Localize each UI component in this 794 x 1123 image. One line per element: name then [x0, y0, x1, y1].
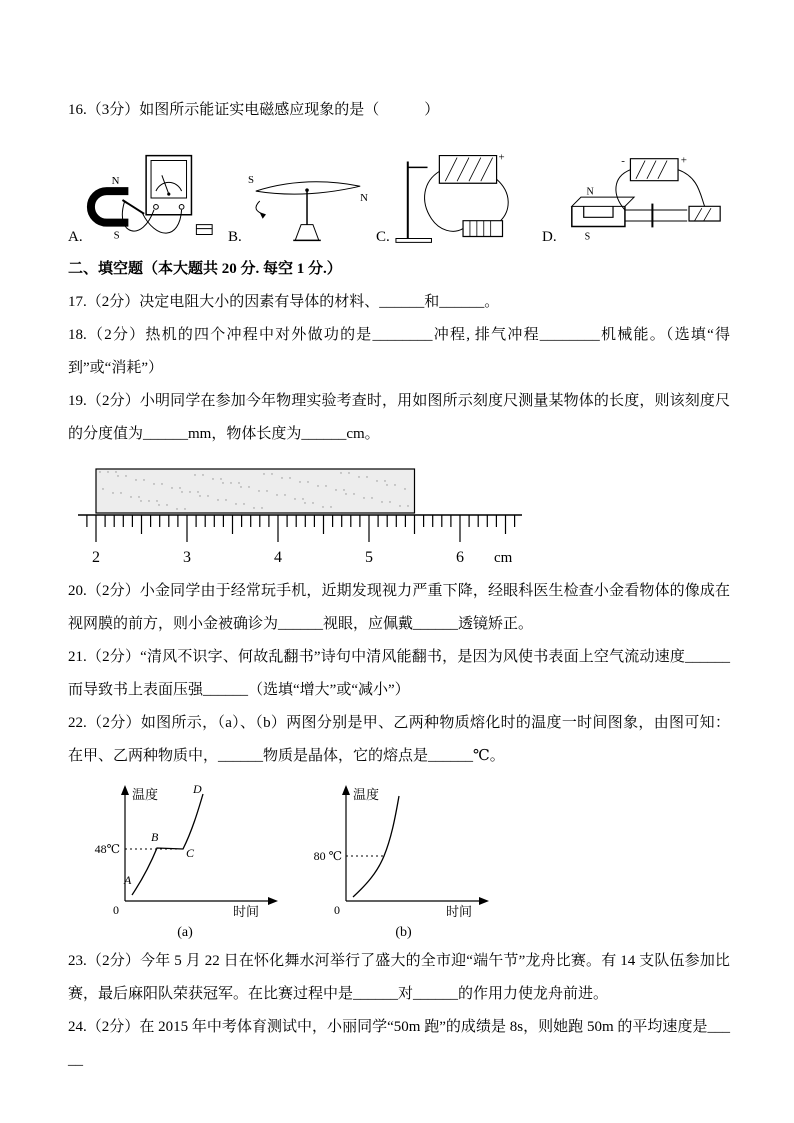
- graph-b: [306, 781, 501, 941]
- melting-graphs: [80, 781, 730, 941]
- graph-a-xlabel: 时间: [233, 904, 260, 919]
- figure-d-battery-magnet-rails-icon: [559, 149, 728, 249]
- graph-a-point-b: B: [151, 830, 159, 844]
- question-22: 22.（2分）如图所示，（a）、（b）两图分别是甲、乙两种物质熔化时的温度一时间图象，由图可知：在甲、乙两种物质中，______物质是晶体，它的熔点是______℃。: [68, 715, 730, 764]
- graph-a-xaxis-arrow-icon: [268, 897, 278, 905]
- graph-a-origin-label: 0: [113, 903, 119, 917]
- graph-a-ylabel: 温度: [132, 787, 159, 802]
- figure-d-n-label: N: [586, 186, 594, 198]
- graph-b-curve: [353, 796, 399, 897]
- option-d-label: D.: [542, 229, 557, 245]
- graph-b-xlabel: 时间: [446, 904, 473, 919]
- figure-a-galvanometer-magnet-icon: [85, 149, 223, 249]
- measured-object: [96, 469, 415, 513]
- option-a: [68, 149, 228, 249]
- graph-a-caption: (a): [177, 925, 193, 940]
- question-24: 24.（2分）在 2015 年中考体育测试中，小丽同学“50m 跑”的成绩是 8s，则她跑 50m 的平均速度是_____: [68, 1019, 730, 1068]
- graph-b-melting-curve-icon: [306, 781, 501, 923]
- graph-a-point-d: D: [193, 782, 202, 796]
- question-19: 19.（2分）小明同学在参加今年物理实验考查时，用如图所示刻度尺测量某物体的长度，则该刻度尺的分度值为______mm，物体长度为______cm。: [68, 393, 730, 442]
- option-c: [376, 149, 542, 249]
- question-16-stem: 16.（3分）如图所示能证实电磁感应现象的是（ ）: [68, 102, 440, 118]
- graph-b-xaxis-arrow-icon: [479, 897, 489, 905]
- ruler-number-6: 6: [456, 549, 464, 566]
- figure-a-n-label: N: [111, 175, 120, 188]
- figure-b-pivoted-magnet-icon: [244, 149, 372, 249]
- option-d: [542, 149, 728, 249]
- graph-b-origin-label: 0: [334, 903, 340, 917]
- figure-d-plus-label: +: [680, 154, 687, 167]
- option-b: [228, 149, 376, 249]
- question-21: 21.（2分）“清风不识字、何故乱翻书”诗句中清风能翻书，是因为风使书表面上空气流动速度______而导致书上表面压强______（选填“增大”或“减小”）: [68, 649, 730, 698]
- figure-d-s-label: S: [584, 231, 590, 243]
- figure-c-plus-label: +: [498, 151, 505, 164]
- figure-b-s-label: S: [247, 174, 254, 187]
- question-23: 23.（2分）今年 5 月 22 日在怀化舞水河举行了盛大的全市迎“端午节”龙舟比赛。有 14 支队伍参加比赛，最后麻阳队荣获冠军。在比赛过程中是______对______的作用力使龙舟前进。: [68, 953, 730, 1002]
- option-b-label: B.: [228, 229, 242, 245]
- question-18: 18.（2分）热机的四个冲程中对外做功的是________冲程, 排气冲程________机械能。（选填“得到”或“消耗”）: [68, 327, 730, 376]
- graph-a-melting-curve-icon: [80, 781, 290, 923]
- question-17: 17.（2分）决定电阻大小的因素有导体的材料、______和______。: [68, 294, 500, 310]
- ruler-ticks: [87, 515, 515, 542]
- ruler-number-2: 2: [92, 549, 100, 566]
- figure-d-minus-label: -: [620, 155, 625, 168]
- option-c-label: C.: [376, 229, 390, 245]
- question-20: 20.（2分）小金同学由于经常玩手机，近期发现视力严重下降，经眼科医生检查小金看物体的像成在视网膜的前方，则小金被确诊为______视眼，应佩戴______透镜矫正。: [68, 583, 730, 632]
- ruler-measurement-icon: [74, 463, 544, 569]
- option-a-label: A.: [68, 229, 83, 245]
- ruler-number-4: 4: [274, 549, 282, 566]
- ruler-unit-label: cm: [494, 550, 513, 566]
- graph-a-48c-label: 48℃: [94, 842, 120, 856]
- graph-b-ylabel: 温度: [353, 787, 380, 802]
- figure-b-n-label: N: [359, 191, 368, 204]
- graph-b-caption: (b): [395, 925, 412, 940]
- section-2-header: 二、填空题（本大题共 20 分. 每空 1 分.）: [68, 261, 342, 277]
- figure-c-battery-stand-icon: [392, 149, 540, 249]
- figure-a-s-label: S: [113, 229, 120, 242]
- ruler-number-3: 3: [183, 549, 191, 566]
- graph-a-curve: [132, 794, 203, 895]
- graph-a: [80, 781, 290, 941]
- graph-a-yaxis-arrow-icon: [121, 785, 129, 795]
- ruler-figure: [74, 463, 730, 569]
- graph-b-yaxis-arrow-icon: [342, 785, 350, 795]
- graph-a-point-a: A: [124, 873, 132, 887]
- graph-b-80c-label: 80 ℃: [313, 849, 342, 863]
- question-16-figures: [68, 137, 730, 249]
- graph-a-point-c: C: [186, 846, 195, 860]
- ruler-number-5: 5: [365, 549, 373, 566]
